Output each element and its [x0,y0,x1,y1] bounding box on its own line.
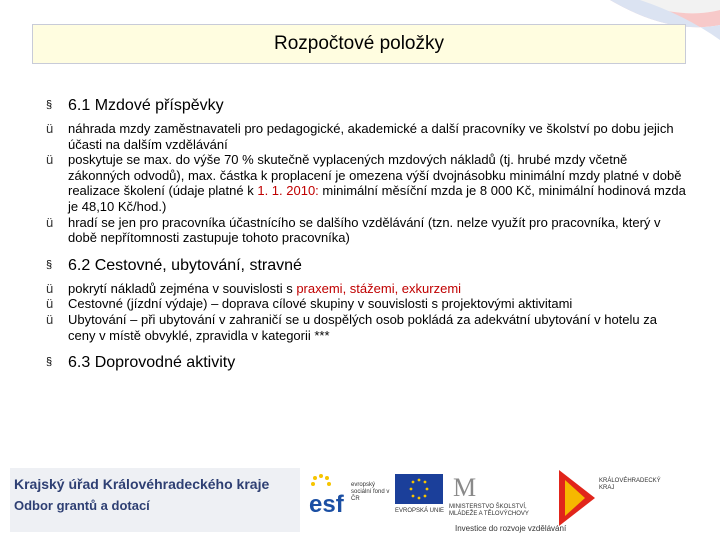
section-6-2-items [46,281,686,343]
section-title: 6.1 Mzdové příspěvky [68,97,224,114]
section-title: 6.3 Doprovodné aktivity [68,354,236,372]
svg-text:esf: esf [309,491,344,518]
list-item: ü poskytuje se max. do výše 70 % skutečně vyplacených mzdových nákladů (tj. hrubé mzdy včetně zákonných odvodů), max. částka k proplacení je omezena výší dvojnásobku minimální mzdy platné v době realizace školení (údaje platné k 1. 1. 2010: minimální měsíční mzda je 8 000 Kč, minimální hodinová mzda je 48,10 Kč/hod.) [46,152,686,214]
page-title: Rozpočtové položky [273,33,445,54]
svg-text:M: M [453,473,477,502]
highlight-date: 1. 1. 2010: [257,183,319,199]
list-item: ü hradí se jen pro pracovníka účastnícího se dalšího vzdělávání (tzn. nelze využít pro pracovníka, který v době nepřítomnosti zastupuje tohoto pracovníka) [46,214,661,246]
check-icon: ü [46,152,54,168]
esf-logo: esf evropský sociální fond v ČR [307,472,392,518]
check-icon: ü [46,214,54,230]
section-bullet: § [46,356,53,369]
section-bullet: § [46,258,53,271]
list-item: ü Cestovné (jízdní výdaje) – doprava cílové skupiny v souvislosti s projektovými aktivitami [46,296,573,312]
section-bullet: § [46,99,53,111]
footer-logo-bar [0,460,720,540]
check-icon: ü [46,280,54,296]
check-icon: ü [46,121,54,136]
kraj-logo: KRÁLOVÉHRADECKÝ KRAJ [557,468,647,530]
footer-slogan: Investice do rozvoje vzdělávání [455,524,567,533]
check-icon: ü [46,311,54,327]
list-item: ü Ubytování – při ubytování v zahraničí se u dospělých osob pokládá za adekvátní ubytování v hotelu za ceny v místě obvyklé, zpravidla v kategorii *** [46,311,657,343]
section-6-3 [46,353,686,372]
msmt-logo: M MINISTERSTVO ŠKOLSTVÍ, MLÁDEŽE A TĚLOVÝCHOVY [449,473,529,517]
section-6-1 [46,96,686,115]
list-item: ü náhrada mzdy zaměstnavateli pro pedagogické, akademické a další pracovníky ve školství po dobu jejich účasti na dalším vzdělávání [46,121,674,152]
content [46,96,686,378]
check-icon: ü [46,296,54,312]
section-title: 6.2 Cestovné, ubytování, stravné [68,256,302,274]
section-6-1-items [46,121,686,246]
highlight-text: praxemi, stážemi, exkurzemi [296,280,462,296]
footer-department: Odbor grantů a dotací [14,498,150,513]
footer-org-name: Krajský úřad Královéhradeckého kraje [14,476,270,492]
eu-flag-logo: EVROPSKÁ UNIE [393,472,445,518]
section-6-2 [46,256,686,275]
title-box [32,24,686,64]
list-item: ü pokrytí nákladů zejména v souvislosti s praxemi, stážemi, exkurzemi [46,280,462,296]
